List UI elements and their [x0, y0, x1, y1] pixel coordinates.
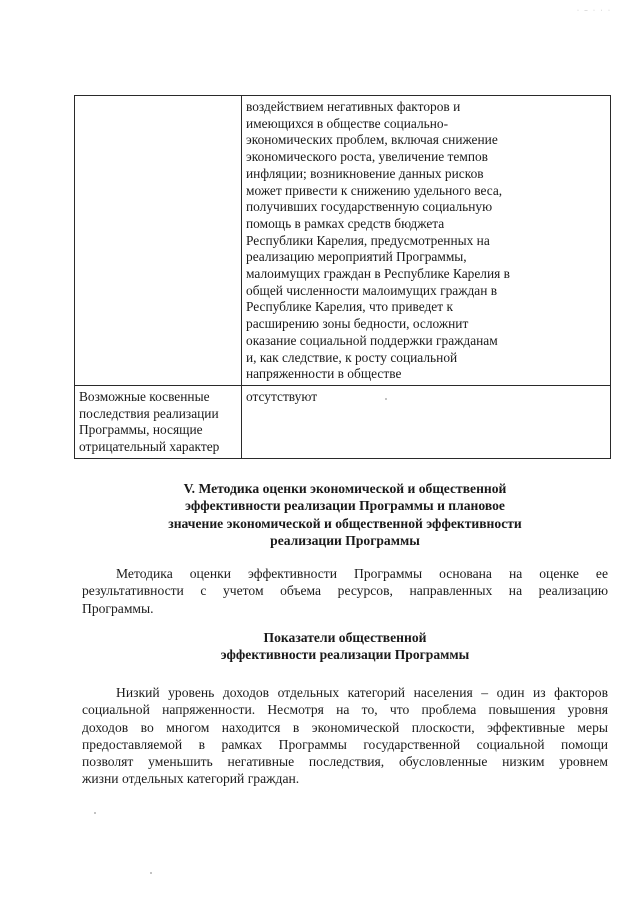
table-row — [75, 96, 611, 386]
table-line: экономического роста, увеличение темпов — [246, 149, 488, 165]
scan-speck — [150, 872, 152, 874]
paragraph-line: жизни отдельных категорий граждан. — [82, 771, 300, 787]
subsection-heading — [90, 629, 600, 664]
table-line: инфляции; возникновение данных рисков — [246, 165, 484, 181]
table-line: расширению зоны бедности, осложнит — [246, 316, 469, 332]
table-line: последствия реализации — [79, 405, 219, 421]
table-line: и, как следствие, к росту социальной — [246, 349, 458, 365]
table-line: имеющихся в обществе социально- — [246, 115, 449, 131]
paragraph-line: позволят уменьшить негативные последствия, обусловленные низким уровнем — [82, 754, 608, 770]
methodology-paragraph — [82, 565, 608, 617]
table-line: отрицательный характер — [79, 439, 220, 455]
table-line: экономических проблем, включая снижение — [246, 132, 498, 148]
table-line: воздействием негативных факторов и — [246, 99, 461, 114]
section-heading — [90, 480, 600, 549]
table-cell-left — [75, 96, 242, 386]
heading-line: Показатели общественной — [263, 630, 427, 645]
heading-line: эффективности реализации Программы и плановое — [185, 498, 505, 514]
paragraph-line: социальной напряженности. Несмотря на то, что проблема повышения уровня — [82, 702, 608, 718]
table-line: малоимущих граждан в Республике Карелия в — [246, 266, 510, 282]
paragraph-line: результативности с учетом объема ресурсов, направленных на реализацию — [82, 583, 608, 599]
heading-line: V. Методика оценки экономической и общественной — [183, 481, 507, 496]
table-line: реализацию мероприятий Программы, — [246, 249, 467, 265]
table-line: Возможные косвенные — [79, 388, 210, 404]
paragraph-line: предоставляемой в рамках Программы государственной социальной помощи — [82, 736, 608, 752]
table-line: общей численности малоимущих граждан в — [246, 282, 498, 298]
paragraph-line: доходов во многом находится в экономической плоскости, эффективные меры — [82, 719, 608, 735]
table-line: Республики Карелия, предусмотренных на — [246, 232, 490, 248]
scan-speck — [385, 398, 387, 400]
heading-line: реализации Программы — [270, 532, 420, 548]
table-cell-right — [242, 96, 611, 386]
indicators-paragraph — [82, 684, 608, 788]
table-cell-left — [75, 385, 242, 458]
heading-line: значение экономической и общественной эффективности — [168, 515, 522, 531]
program-risks-table — [74, 95, 611, 459]
corner-scan-mark: · – · · · — [577, 8, 612, 14]
table-cell-right: отсутствуют — [242, 385, 611, 458]
heading-line: эффективности реализации Программы — [220, 647, 470, 663]
table-line: оказание социальной поддержки гражданам — [246, 332, 498, 348]
table-line: получивших государственную социальную — [246, 199, 493, 215]
paragraph-line: Программы. — [82, 600, 154, 616]
table-line: может привести к снижению удельного веса, — [246, 182, 503, 198]
table-line: Программы, носящие — [79, 422, 203, 438]
table-line: помощь в рамках средств бюджета — [246, 215, 445, 231]
scan-speck — [94, 812, 96, 814]
table-line: напряженности в обществе — [246, 366, 402, 382]
table-line: Республике Карелия, что приведет к — [246, 299, 453, 315]
paragraph-line: Методика оценки эффективности Программы основана на оценке ее — [116, 566, 608, 581]
table-row — [75, 385, 611, 458]
paragraph-line: Низкий уровень доходов отдельных категорий населения – один из факторов — [116, 685, 608, 700]
